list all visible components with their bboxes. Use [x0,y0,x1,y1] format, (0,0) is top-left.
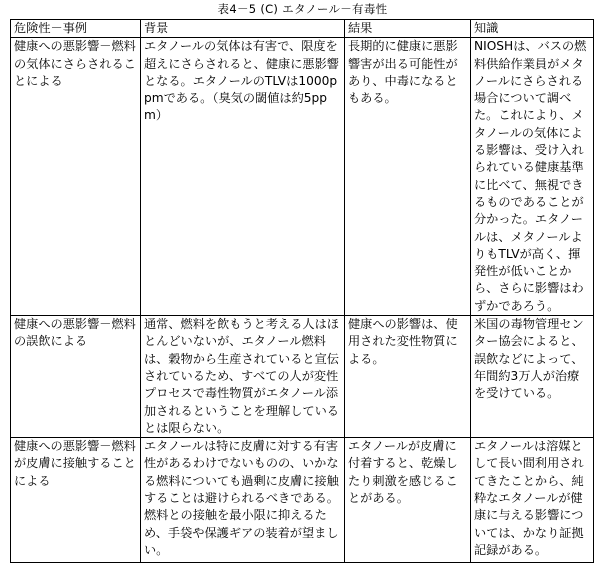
cell-result: 長期的に健康に悪影響害が出る可能性があり、中毒になるともある。 [345,38,471,316]
header-result: 結果 [345,20,471,38]
header-knowledge: 知識 [471,20,594,38]
cell-result: エタノールが皮膚に付着すると、乾燥したり刺激を感じることがある。 [345,438,471,563]
cell-hazard: 健康への悪影響－燃料が皮膚に接触することによる [11,438,141,563]
table-row [11,38,594,316]
cell-knowledge: NIOSHは、バスの燃料供給作業員がメタノールにさらされる場合について調べた。これにより、メタノールの気体による影響は、受け入れられている健康基準に比べて、無視できるものであることが分かった。エタノールは、メタノールよりもTLVが高く、揮発性が低いことから、さらに影響はわずかであろう。 [471,38,594,316]
cell-knowledge: エタノールは溶媒として長い間利用されてきたことから、純粋なエタノールが健康に与える影響については、かなり証拠記録がある。 [471,438,594,563]
header-hazard: 危険性－事例 [11,20,141,38]
cell-background: エタノールは特に皮膚に対する有害性があるわけでないものの、いかなる燃料についても過剰に皮膚に接触することは避けられるべきである。燃料との接触を最小限に抑えるため、手袋や保護ギアの装着が望ましい。 [141,438,345,563]
table-row [11,316,594,438]
cell-background: エタノールの気体は有害で、限度を超えにさらされると、健康に悪影響となる。エタノールのTLVは1000ppmである。（臭気の閾値は約5ppm） [141,38,345,316]
cell-result: 健康への影響は、使用された変性物質による。 [345,316,471,438]
cell-knowledge: 米国の毒物管理センター協会によると、誤飲などによって、年間約3万人が治療を受けている。 [471,316,594,438]
hazard-table [10,19,594,563]
table-title: 表4－5 (C) エタノール－有毒性 [217,2,388,16]
table-row [11,438,594,563]
cell-hazard: 健康への悪影響－燃料の気体にさらされることによる [11,38,141,316]
header-background: 背景 [141,20,345,38]
cell-hazard: 健康への悪影響－燃料の誤飲による [11,316,141,438]
header-row [11,20,594,38]
cell-background: 通常、燃料を飲もうと考える人はほとんどいないが、エタノール燃料は、穀物から生産されていると宣伝されているため、すべての人が変性プロセスで毒性物質がエタノール添加されるということを理解しているとは限らない。 [141,316,345,438]
